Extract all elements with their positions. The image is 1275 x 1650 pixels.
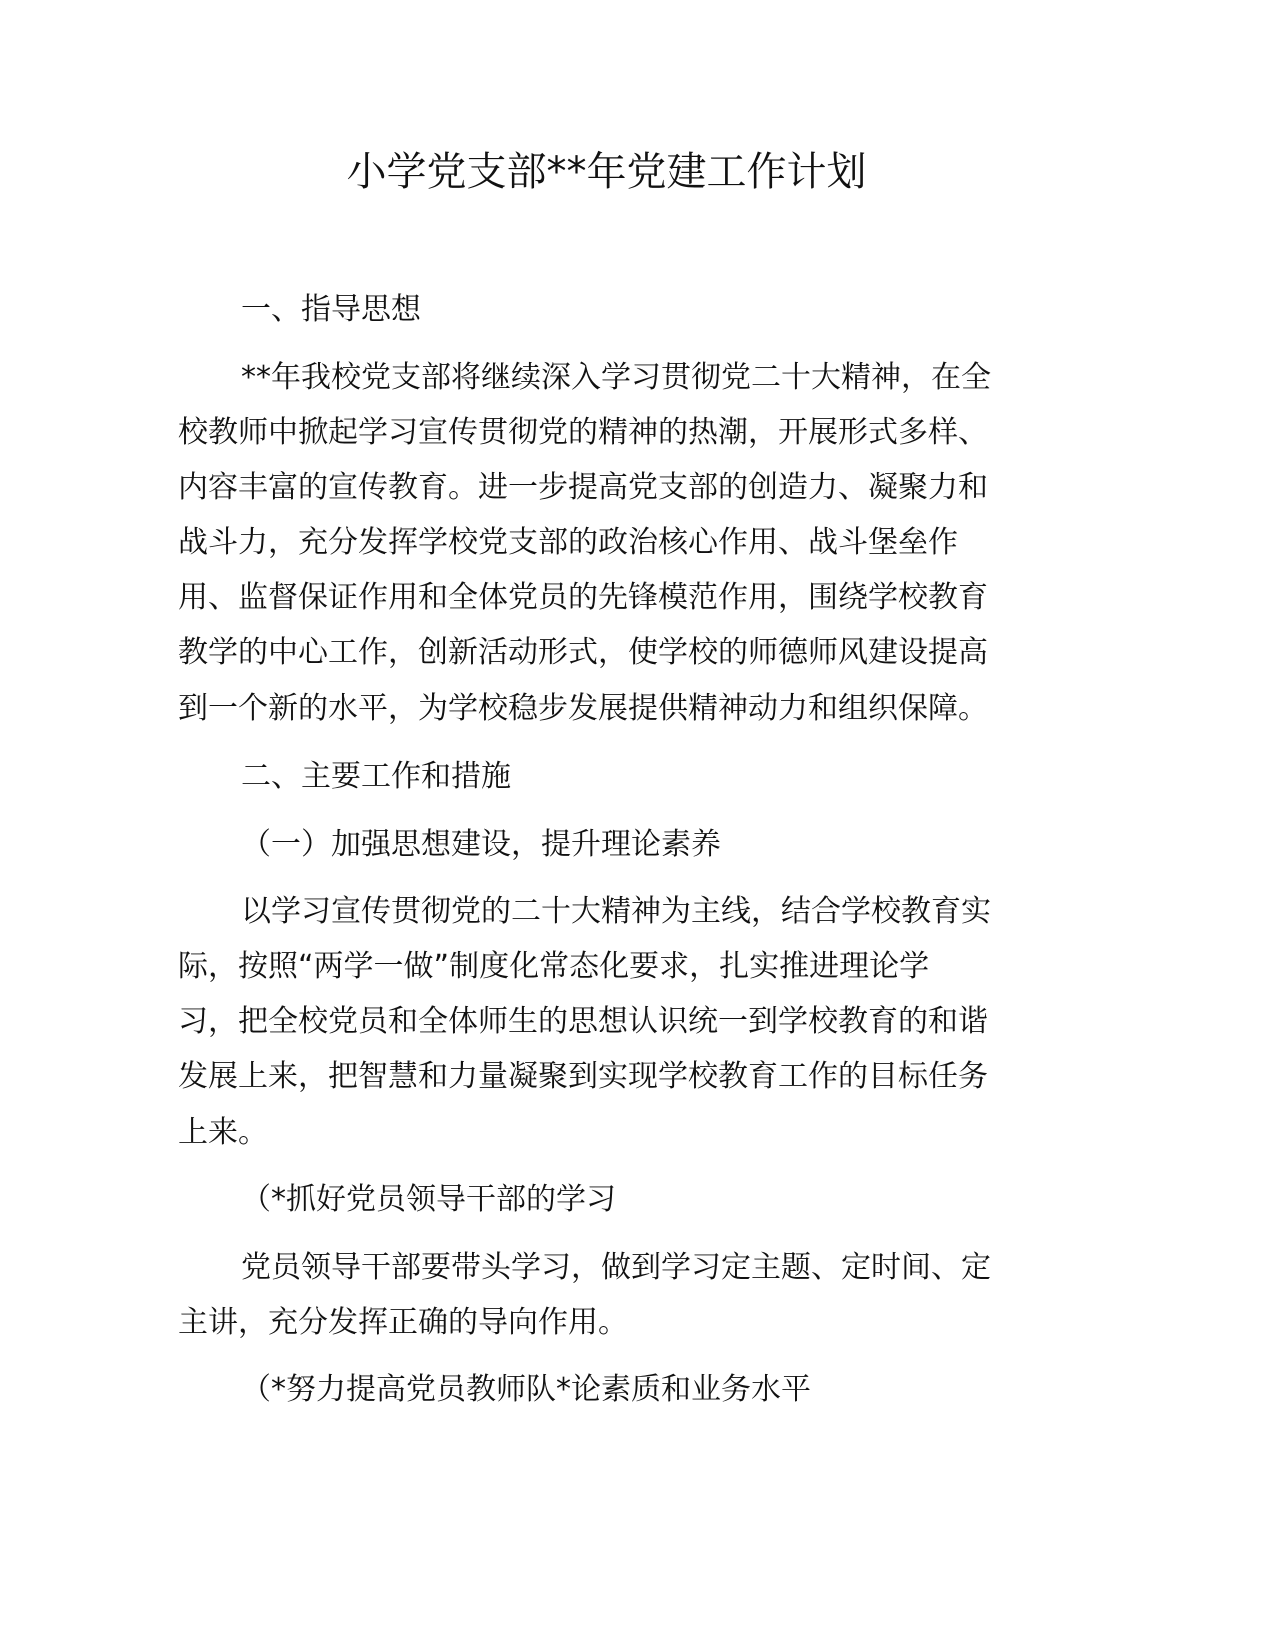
- subsection-heading: （*抓好党员领导干部的学习: [241, 1182, 616, 1217]
- paragraph-line: 到一个新的水平，为学校稳步发展提供精神动力和组织保障。: [178, 691, 988, 726]
- paragraph-line: 教学的中心工作，创新活动形式，使学校的师德师风建设提高: [178, 635, 988, 670]
- section-heading: 二、主要工作和措施: [241, 759, 511, 794]
- paragraph-line: 内容丰富的宣传教育。进一步提高党支部的创造力、凝聚力和: [178, 470, 988, 505]
- paragraph-line: 党员领导干部要带头学习，做到学习定主题、定时间、定: [241, 1250, 991, 1285]
- paragraph-line: 校教师中掀起学习宣传贯彻党的精神的热潮，开展形式多样、: [178, 415, 988, 450]
- paragraph-line: **年我校党支部将继续深入学习贯彻党二十大精神，在全: [241, 360, 991, 395]
- paragraph-line: 际，按照“两学一做”制度化常态化要求，扎实推进理论学: [178, 949, 930, 984]
- subsection-heading: （*努力提高党员教师队*论素质和业务水平: [241, 1372, 811, 1407]
- paragraph-line: 以学习宣传贯彻党的二十大精神为主线，结合学校教育实: [241, 894, 991, 929]
- paragraph-line: 战斗力，充分发挥学校党支部的政治核心作用、战斗堡垒作: [178, 525, 958, 560]
- section-heading: 一、指导思想: [241, 292, 421, 327]
- paragraph-line: 用、监督保证作用和全体党员的先锋模范作用，围绕学校教育: [178, 580, 988, 615]
- document-title: 小学党支部**年党建工作计划: [346, 149, 867, 195]
- subsection-heading: （一）加强思想建设，提升理论素养: [241, 827, 721, 862]
- paragraph-line: 上来。: [178, 1115, 268, 1150]
- paragraph-line: 发展上来，把智慧和力量凝聚到实现学校教育工作的目标任务: [178, 1059, 988, 1094]
- paragraph-line: 习，把全校党员和全体师生的思想认识统一到学校教育的和谐: [178, 1004, 988, 1039]
- paragraph-line: 主讲，充分发挥正确的导向作用。: [178, 1305, 628, 1340]
